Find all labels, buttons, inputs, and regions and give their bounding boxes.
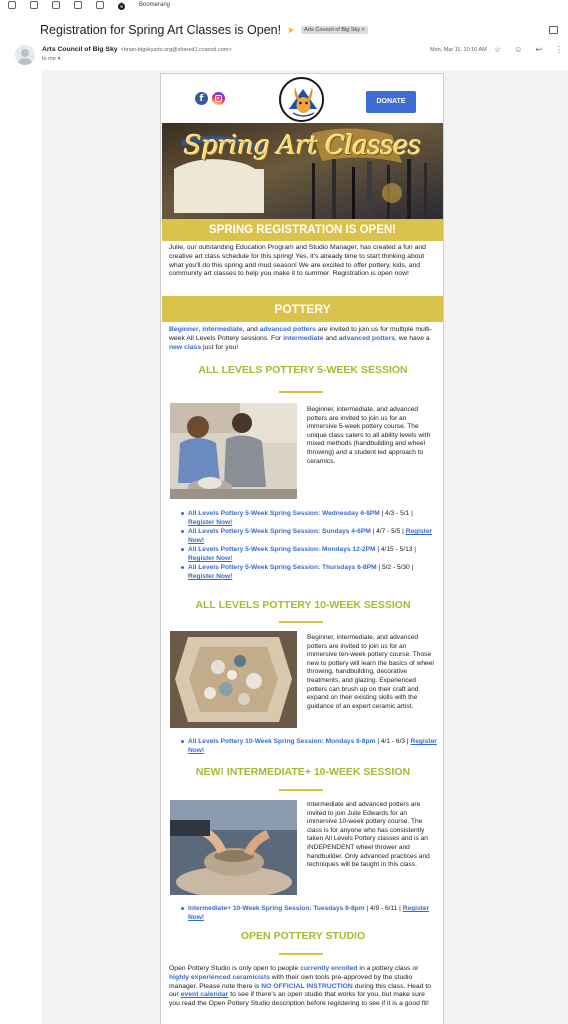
chevron-down-icon: ▾ — [57, 56, 61, 62]
text: just for you! — [201, 343, 239, 351]
link-no-official-instruction[interactable]: NO OFFICIAL INSTRUCTION — [261, 982, 353, 990]
session-list-intermediate — [179, 904, 439, 922]
list-item — [179, 509, 439, 527]
link-intermediate[interactable]: intermediate — [202, 326, 243, 333]
session-link[interactable]: All Levels Pottery 5-Week Spring Session: Wednesday 6-8PM — [188, 510, 380, 517]
link-currently-enrolled[interactable]: currently enrolled — [300, 965, 358, 972]
session-link[interactable]: All Levels Pottery 5-Week Spring Session: Sundays 4-6PM — [188, 528, 371, 535]
recipients-toggle[interactable] — [42, 56, 61, 62]
gmail-toolbar — [0, 0, 568, 10]
link-event-calendar[interactable]: event calendar — [180, 991, 229, 999]
avatar — [15, 45, 35, 65]
section-description-5-week: Beginner, intermediate, and advanced potters are invited to join us for an immersive 5-week pottery course. The unique class caters to all ability levels with mixed methods (handbuilding and wheel throwing) and a student led approach to ceramics. — [307, 406, 431, 465]
photo-graphic — [170, 631, 297, 728]
label-chip[interactable]: Arts Council of Big Sky × — [301, 26, 368, 34]
list-item — [179, 563, 439, 581]
sender-row — [42, 46, 232, 53]
link-highly-experienced[interactable]: highly experienced ceramicists — [169, 973, 270, 981]
text: are invited to join us for multiple multi-week All Levels Pottery sessions. For — [169, 326, 432, 342]
session-list-5-week — [179, 509, 439, 581]
section-title-10-week: ALL LEVELS POTTERY 10-WEEK SESSION — [195, 599, 411, 611]
text: in a pottery class or — [357, 965, 419, 972]
session-dates: | 4/3 - 5/1 | — [379, 510, 413, 517]
list-item — [179, 737, 439, 755]
boomerang-button[interactable]: Boomerang — [139, 2, 170, 8]
session-link[interactable]: All Levels Pottery 10-Week Spring Session: Mondays 6-8pm — [188, 738, 376, 745]
pottery-banner: POTTERY — [162, 296, 443, 322]
register-now-link[interactable]: Register Now! — [188, 528, 433, 544]
text: Open Pottery Studio is only open to people — [169, 965, 301, 972]
to-label: to me — [42, 56, 56, 62]
register-now-link[interactable]: Register Now! — [188, 555, 233, 562]
print-icon[interactable] — [549, 26, 558, 34]
kiln-photo — [170, 631, 297, 728]
sender-name[interactable]: Arts Council of Big Sky — [42, 46, 118, 53]
open-studio-paragraph — [169, 965, 437, 1009]
wheel-throwing-photo — [170, 800, 297, 895]
session-link[interactable]: All Levels Pottery 5-Week Spring Session: Thursdays 6-8PM — [188, 564, 377, 571]
session-list-10-week — [179, 737, 439, 755]
pottery-class-photo — [170, 403, 297, 499]
divider — [279, 953, 323, 955]
star-icon[interactable]: ☆ — [494, 45, 502, 54]
section-title-open-studio: OPEN POTTERY STUDIO — [240, 930, 366, 942]
register-now-link[interactable]: Register Now! — [188, 519, 233, 526]
hero-title: Spring Art Classes — [184, 131, 421, 161]
session-dates: | 5/2 - 5/30 | — [376, 564, 414, 571]
text: to see if there's an open studio that works for you, but make sure you read the Open Pottery Studio description before registering to see if it is a good fit! — [169, 991, 429, 1008]
link-advanced-2[interactable]: advanced potters — [338, 334, 395, 342]
subject-row — [40, 22, 368, 38]
session-link[interactable]: All Levels Pottery 5-Week Spring Session: Mondays 12-2PM — [188, 546, 376, 553]
list-item — [179, 545, 439, 563]
check-icon[interactable] — [52, 1, 60, 9]
link-new-class[interactable]: new class — [169, 343, 202, 351]
sender-email: <brian-bigskyarts.org@shared1.ccsend.com> — [120, 47, 232, 53]
list-item — [179, 904, 439, 922]
text: and — [323, 334, 339, 342]
session-dates: | 4/9 - 6/11 | — [364, 905, 403, 912]
pottery-intro — [169, 326, 437, 352]
section-description-10-week: Beginner, intermediate, and advanced potters are invited to join us for an immersive ten-week pottery course. Those new to pottery will learn the basics of wheel throwing, handbuilding, decorative treatments, and glazing. Experienced potters can brush up on their craft and expand on their existing skills with the guidance of an expert ceramic artist. — [307, 634, 434, 710]
newsletter-header — [161, 74, 443, 121]
section-description-intermediate: Intermediate and advanced potters are invited to join Julie Edwards for an immersive 10-week pottery course. The class is for anyone who has consistently taken All Levels Pottery classes and is an INDEPENDENT wheel thrower and handbuilder. Only advanced practices and techniques will be taught in this class. — [307, 801, 430, 869]
boomerang-logo-icon — [118, 3, 125, 10]
text: , we have a — [394, 334, 430, 342]
newsletter — [160, 73, 444, 1024]
register-now-link[interactable]: Register Now! — [188, 573, 233, 580]
registration-banner: SPRING REGISTRATION IS OPEN! — [162, 219, 443, 241]
divider — [279, 391, 323, 393]
photo-graphic — [170, 800, 297, 895]
session-dates: | 4/1 - 6/3 | — [375, 738, 411, 745]
divider — [279, 621, 323, 623]
mail-icon[interactable] — [74, 1, 82, 9]
social-links — [195, 92, 225, 105]
instagram-icon[interactable] — [212, 92, 225, 105]
session-dates: | 4/7 - 5/5 | — [370, 528, 406, 535]
label-icon[interactable] — [8, 1, 16, 9]
link-intermediate-2[interactable]: intermediate — [283, 334, 324, 342]
move-icon[interactable] — [96, 1, 104, 9]
register-now-link[interactable]: Register Now! — [188, 738, 437, 754]
text: during this class. Head to our — [169, 982, 432, 999]
session-dates: | 4/15 - 5/13 | — [375, 546, 416, 553]
donate-button[interactable]: DONATE — [366, 91, 416, 113]
text: , — [198, 326, 203, 333]
intro-paragraph: Julie, our outstanding Education Program and Studio Manager, has created a fun and creative art class schedule for this spring! Yes, it's already time to start thinking about what you'll do this spring and mud season! We are excited to offer pottery, kids, and community art classes to help you make it to summer. Registration is open now! — [169, 244, 426, 278]
text: with their own tools pre-approved by the studio manager. Please note there is — [169, 973, 413, 990]
hero-image — [162, 123, 443, 219]
reply-icon[interactable]: ↩ — [535, 45, 543, 54]
facebook-icon[interactable]: f — [195, 92, 208, 105]
link-advanced[interactable]: advanced potters — [259, 326, 316, 333]
email-subject: Registration for Spring Art Classes is Open! — [40, 23, 282, 37]
divider — [279, 789, 323, 791]
section-title-intermediate: NEW! INTERMEDIATE+ 10-WEEK SESSION — [195, 766, 411, 778]
text: , and — [242, 326, 260, 333]
clock-icon[interactable] — [30, 1, 38, 9]
header-actions — [494, 46, 563, 54]
emoji-icon[interactable]: ☺ — [514, 45, 523, 54]
more-vert-icon[interactable]: ⋮ — [555, 45, 564, 54]
register-now-link[interactable]: Register Now! — [188, 905, 430, 921]
photo-graphic — [170, 403, 297, 499]
arts-council-logo[interactable] — [279, 77, 324, 122]
session-link[interactable]: Intermediate+ 10-Week Spring Session: Tuesdays 6-8pm — [188, 905, 365, 912]
importance-marker-icon[interactable]: ➤ — [287, 25, 295, 35]
list-item — [179, 527, 439, 545]
email-date: Mon, Mar 11, 10:10 AM — [430, 47, 487, 53]
link-beginner[interactable]: Beginner — [169, 326, 199, 333]
section-title-5-week: ALL LEVELS POTTERY 5-WEEK SESSION — [198, 364, 408, 376]
logo-graphic — [281, 79, 324, 122]
